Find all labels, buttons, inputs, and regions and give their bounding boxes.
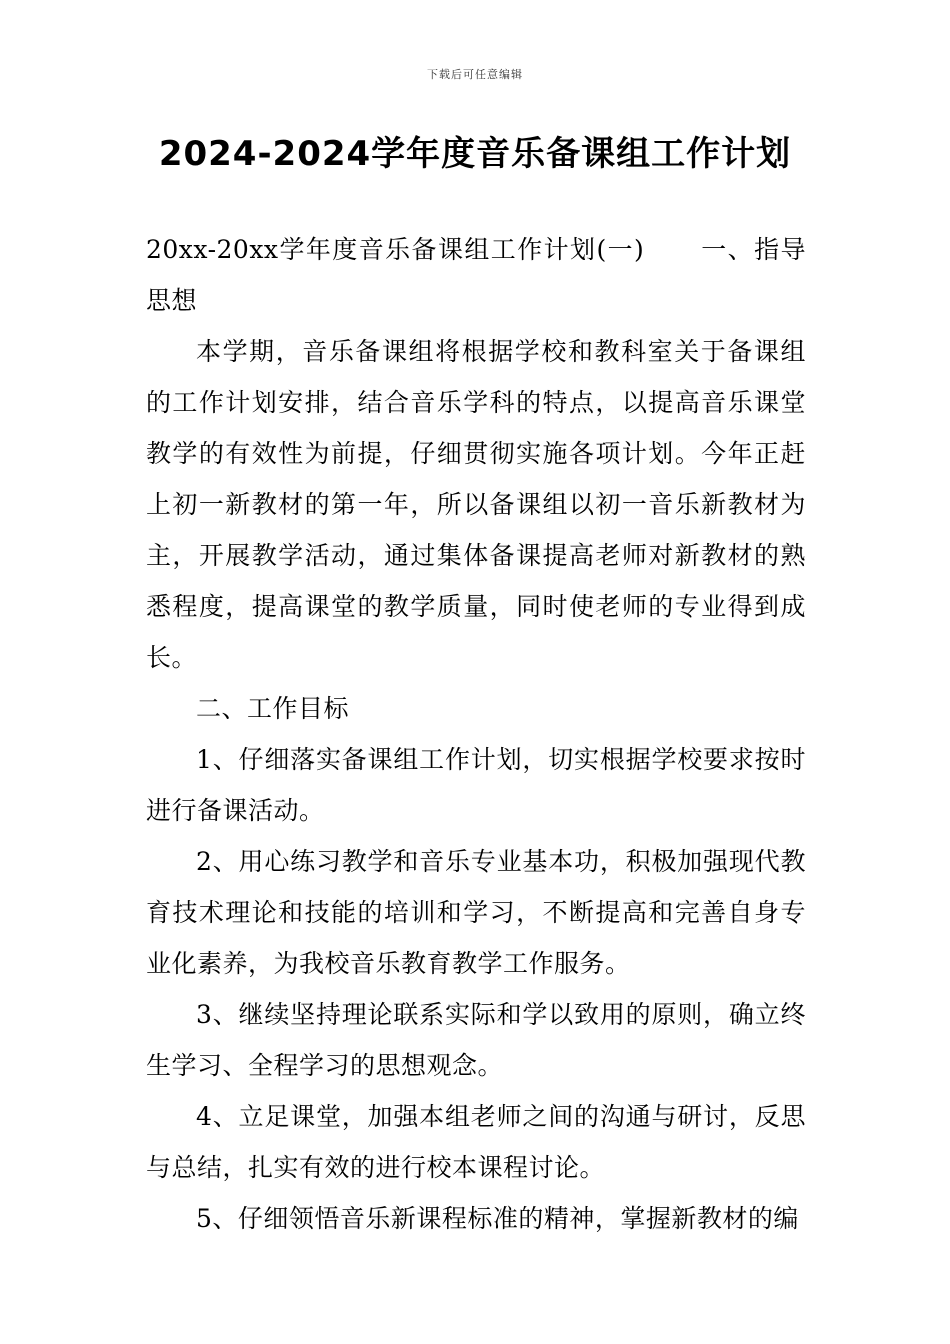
document-title: 2024-2024学年度音乐备课组工作计划 (158, 134, 792, 174)
paragraph-guiding-thought: 本学期，音乐备课组将根据学校和教科室关于备课组的工作计划安排，结合音乐学科的特点，以提高音乐课堂教学的有效性为前提，仔细贯彻实施各项计划。今年正赶上初一新教材的第一年，所以备课组以初一音乐新教材为主，开展教学活动，通过集体备课提高老师对新教材的熟悉程度，提高课堂的教学质量，同时使老师的专业得到成长。 (146, 337, 806, 672)
goal-item-1: 1、仔细落实备课组工作计划，切实根据学校要求按时进行备课活动。 (146, 745, 806, 825)
goal-item-5: 5、仔细领悟音乐新课程标准的精神，掌握新教材的编 (196, 1204, 799, 1233)
document-body (146, 224, 806, 1244)
section-heading-guiding-thought: 一、指导思想 (146, 235, 806, 315)
goal-item-3: 3、继续坚持理论联系实际和学以致用的原则，确立终生学习、全程学习的思想观念。 (146, 1000, 806, 1080)
intro-line (146, 224, 806, 326)
section-heading-work-goals: 二、工作目标 (196, 694, 350, 723)
goal-item-4: 4、立足课堂，加强本组老师之间的沟通与研讨，反思与总结，扎实有效的进行校本课程讨论。 (146, 1102, 806, 1182)
header-note: 下载后可任意编辑 (427, 68, 523, 81)
intro-subtitle: 20xx-20xx学年度音乐备课组工作计划(一) (146, 235, 645, 264)
goal-item-2: 2、用心练习教学和音乐专业基本功，积极加强现代教育技术理论和技能的培训和学习，不断提高和完善自身专业化素养，为我校音乐教育教学工作服务。 (146, 847, 806, 978)
